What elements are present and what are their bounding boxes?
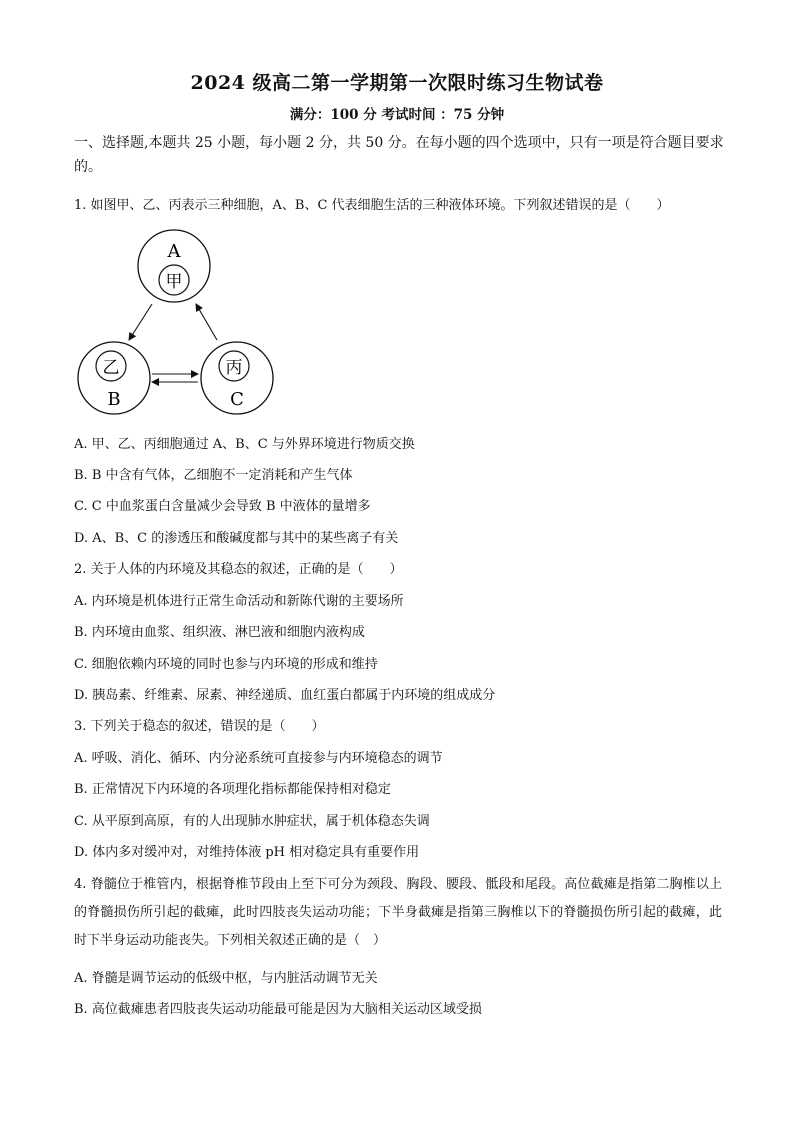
q2-option-a: A. 内环境是机体进行正常生命活动和新陈代谢的主要场所 [74,594,404,609]
label-bing: 丙 [225,358,243,378]
arrow-c-to-a [196,304,217,340]
exam-subtitle: 满分：100 分 考试时间 ：75 分钟 [289,107,505,123]
q1-option-b: B. B 中含有气体，乙细胞不一定消耗和产生气体 [74,468,353,483]
question-2-stem: 2. 关于人体的内环境及其稳态的叙述，正确的是（ ） [74,562,403,577]
q1-option-a: A. 甲、乙、丙细胞通过 A、B、C 与外界环境进行物质交换 [74,437,415,452]
label-c: C [230,389,244,410]
q3-option-c: C. 从平原到高原，有的人出现肺水肿症状，属于机体稳态失调 [74,814,430,829]
label-b: B [107,389,121,410]
q3-option-b: B. 正常情况下内环境的各项理化指标都能保持相对稳定 [74,782,391,797]
q1-option-c: C. C 中血浆蛋白含量减少会导致 B 中液体的量增多 [74,499,371,514]
q4-option-b: B. 高位截瘫患者四肢丧失运动功能最可能是因为大脑相关运动区域受损 [74,1002,482,1017]
question-4-stem: 4. 脊髓位于椎管内，根据脊椎节段由上至下可分为颈段、胸段、腰段、骶段和尾段。高位截瘫是指第二胸椎以上的脊髓损伤所引起的截瘫，此时四肢丧失运动功能；下半身截瘫是指第三胸椎以下的脊髓损伤所引起的截瘫，此时下半身运动功能丧失。下列相关叙述正确的是（ ） [74,877,722,948]
cell-environment-diagram [74,228,279,418]
label-jia: 甲 [165,272,183,292]
exam-title: 2024 级高二第一学期第一次限时练习生物试卷 [190,72,604,94]
q1-option-d: D. A、B、C 的渗透压和酸碱度都与其中的某些离子有关 [74,531,399,546]
label-yi: 乙 [102,358,120,378]
question-1-stem: 1. 如图甲、乙、丙表示三种细胞，A、B、C 代表细胞生活的三种液体环境。下列叙述错误的是（ ） [74,198,670,213]
label-a: A [167,241,181,262]
q2-option-b: B. 内环境由血浆、组织液、淋巴液和细胞内液构成 [74,625,365,640]
q2-option-d: D. 胰岛素、纤维素、尿素、神经递质、血红蛋白都属于内环境的组成成分 [74,688,496,703]
q3-option-d: D. 体内多对缓冲对，对维持体液 pH 相对稳定具有重要作用 [74,845,420,860]
section-instructions: 一、选择题,本题共 25 小题，每小题 2 分，共 50 分。在每小题的四个选项中，只有一项是符合题目要求的。 [74,135,724,175]
q4-option-a: A. 脊髓是调节运动的低级中枢，与内脏活动调节无关 [74,971,378,986]
q2-option-c: C. 细胞依赖内环境的同时也参与内环境的形成和维持 [74,657,378,672]
q3-option-a: A. 呼吸、消化、循环、内分泌系统可直接参与内环境稳态的调节 [74,751,443,766]
arrow-a-to-b [129,304,152,340]
question-3-stem: 3. 下列关于稳态的叙述，错误的是（ ） [74,719,325,734]
